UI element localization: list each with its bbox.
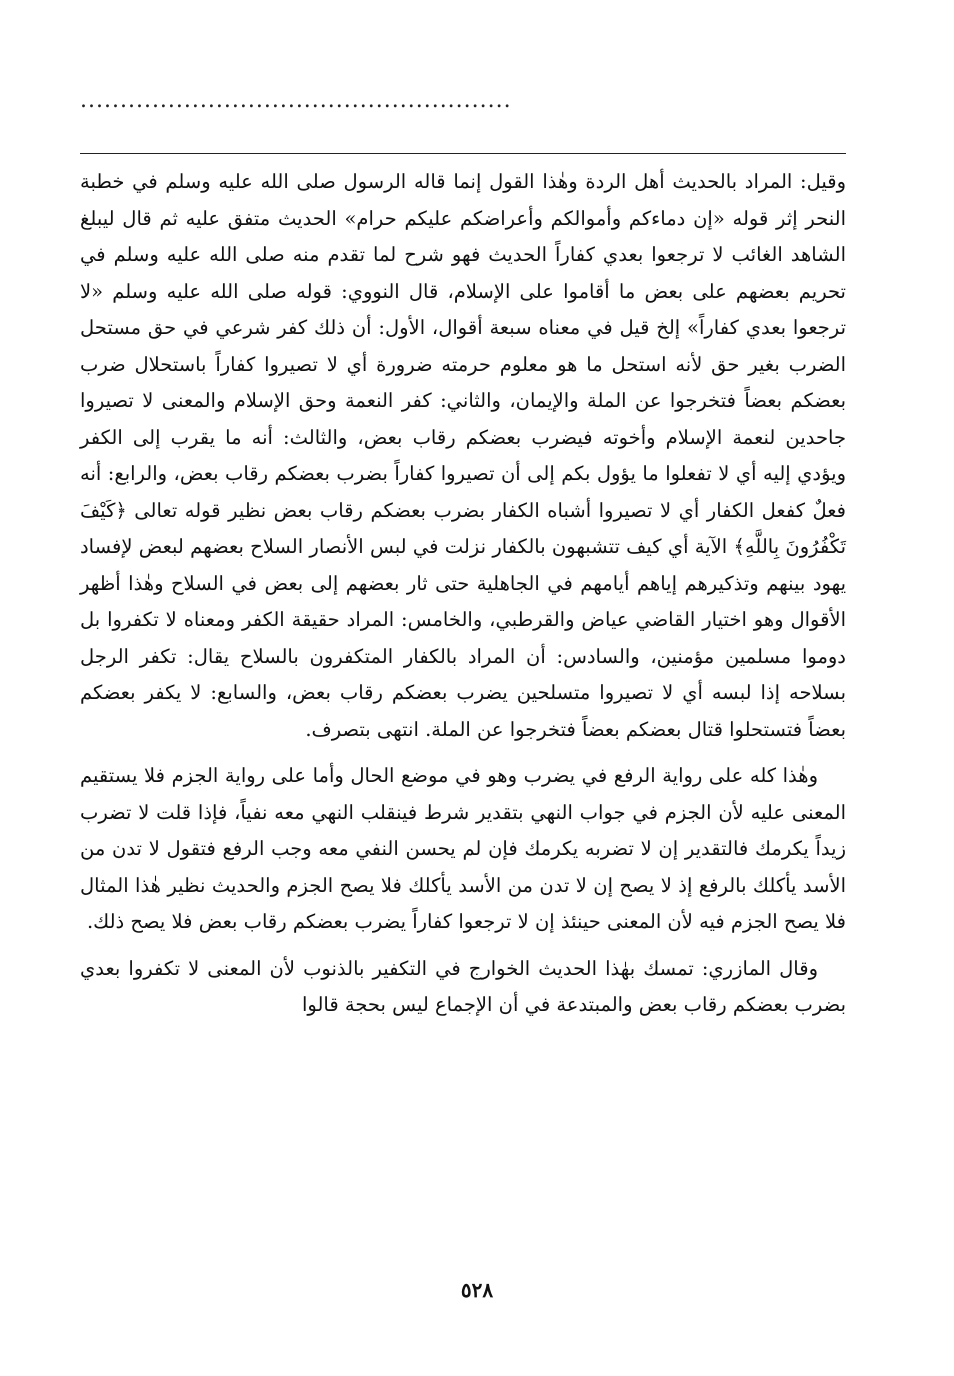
header-dotted-line: ......................................................	[80, 88, 512, 113]
page-number: ٥٢٨	[460, 1278, 494, 1302]
paragraph-3: وقال المازري: تمسك بهٰذا الحديث الخوارج في التكفير بالذنوب لأن المعنى لا تكفروا بعدي بضرب بعضكم رقاب بعض والمبتدعة في أن الإجماع ليس بحجة قالوا	[80, 956, 846, 1016]
paragraph-1: وقيل: المراد بالحديث أهل الردة وهٰذا القول إنما قاله الرسول صلى الله عليه وسلم في خطبة النحر إثر قوله «إن دماءكم وأموالكم وأعراضكم عليكم حرام» الحديث متفق عليه ثم قال ليبلغ الشاهد الغائب لا ترجعوا بعدي كفاراً الحديث فهو شرح لما تقدم منه صلى الله عليه وسلم في تحريم بعضهم على بعض ما أقاموا على الإسلام، قال النووي: قوله صلى الله عليه وسلم «لا ترجعوا بعدي كفاراً» إلخ قيل في معناه سبعة أقوال، الأول: أن ذلك كفر شرعي في حق مستحل الضرب بغير حق لأنه استحل ما هو معلوم حرمته ضرورة أي لا تصيروا كفاراً باستحلال ضرب بعضكم بعضاً فتخرجوا عن الملة والإيمان، والثاني: كفر النعمة وحق الإسلام والمعنى لا تصيروا جاحدين لنعمة الإسلام وأخوته فيضرب بعضكم رقاب بعض، والثالث: أنه ما يقرب إلى الكفر ويؤدي إليه أي لا تفعلوا ما يؤول بكم إلى أن تصيروا كفاراً بضرب بعضكم رقاب بعض، والرابع: أنه فعلٌ كفعل الكفار أي لا تصيروا أشباه الكفار بضرب بعضكم رقاب بعض نظير قوله تعالى ﴿كَيْفَ تَكْفُرُونَ بِاللَّهِ﴾ الآية أي كيف تتشبهون بالكفار نزلت في لبس الأنصار السلاح بعضهم لبعض لإفساد يهود بينهم وتذكيرهم إياهم أيامهم في الجاهلية حتى ثار بعضهم إلى بعض في السلاح وهٰذا أظهر الأقوال وهو اختيار القاضي عياض والقرطبي، والخامس: المراد حقيقة الكفر ومعناه لا تكفروا بل دوموا مسلمين مؤمنين، والسادس: أن المراد بالكفار المتكفرون بالسلاح يقال: تكفر الرجل بسلاحه إذا لبسه أي لا تصيروا متسلحين يضرب بعضكم رقاب بعض، والسابع: لا يكفر بعضكم بعضاً فتستحلوا قتال بعضكم بعضاً فتخرجوا عن الملة. انتهى بتصرف.	[80, 170, 846, 741]
paragraph-2: وهٰذا كله على رواية الرفع في يضرب وهو في موضع الحال وأما على رواية الجزم فلا يستقيم المعنى عليه لأن الجزم في جواب النهي بتقدير شرط فينقلب النهي معه نفياً، فإذا قلت لا تضرب زيداً يكرمك فالتقدير إن لا تضربه يكرمك فإن لم يحسن النفي معه وجب الرفع فتقول لا تدن من الأسد يأكلك بالرفع إذ لا يصح إن لا تدن من الأسد يأكلك فلا يصح الجزم والحديث نظير هٰذا المثال فلا يصح الجزم فيه لأن المعنى حينئذ إن لا ترجعوا كفاراً يضرب بعضكم رقاب بعض فلا يصح ذلك.	[80, 764, 846, 933]
header-divider-rule	[80, 153, 846, 154]
main-text-block	[80, 164, 846, 1024]
